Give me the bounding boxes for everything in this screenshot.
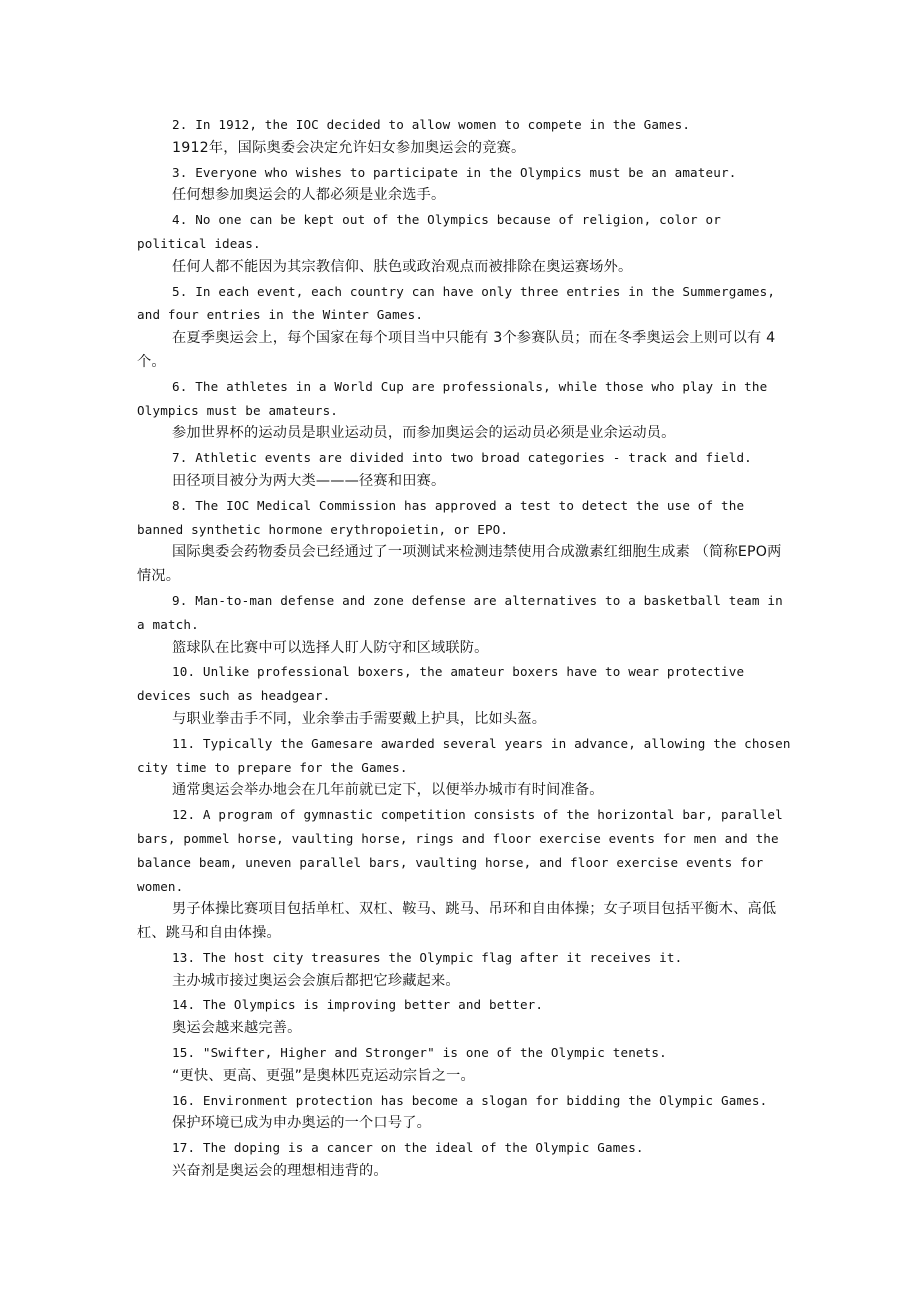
english-sentence-4: 4. No one can be kept out of the Olympics because of religion, color or political ideas. xyxy=(137,212,721,251)
english-sentence-8: 8. The IOC Medical Commission has approved a test to detect the use of the banned synthetic hormone erythropoietin, or EPO. xyxy=(137,497,745,537)
english-sentence-17: 17. The doping is a cancer on the ideal of the Olympic Games. xyxy=(172,1140,644,1156)
english-sentence-10: 10. Unlike professional boxers, the amateur boxers have to wear protective devices such as headgear. xyxy=(137,664,745,704)
chinese-translation-7: 田径项目被分为两大类———径赛和田赛。 xyxy=(172,472,446,489)
english-sentence-3: 3. Everyone who wishes to participate in the Olympics must be an amateur. xyxy=(172,164,737,180)
chinese-translation-17: 兴奋剂是奥运会的理想相违背的。 xyxy=(172,1163,388,1180)
english-sentence-6: 6. The athletes in a World Cup are professionals, while those who play in the Olympics must be amateurs. xyxy=(137,378,768,418)
english-sentence-9: 9. Man-to-man defense and zone defense are alternatives to a basketball team in a match. xyxy=(137,592,783,632)
chinese-translation-16: 保护环境已成为申办奥运的一个口号了。 xyxy=(172,1115,431,1132)
chinese-translation-15: “更快、更高、更强”是奥林匹克运动宗旨之一。 xyxy=(172,1067,475,1084)
chinese-translation-10: 与职业拳击手不同，业余拳击手需要戴上护具，比如头盔。 xyxy=(172,710,547,727)
chinese-translation-11: 通常奥运会举办地会在几年前就已定下，以便举办城市有时间准备。 xyxy=(172,782,604,799)
english-sentence-14: 14. The Olympics is improving better and better. xyxy=(172,997,544,1013)
english-sentence-12: 12. A program of gymnastic competition consists of the horizontal bar, parallel bars, pommel horse, vaulting horse, rings and floor exercise events for men and the balance beam, uneven parallel bars, vaulting horse, and floor exercise events for women. xyxy=(137,807,783,894)
chinese-translation-5: 在夏季奥运会上，每个国家在每个项目当中只能有 3个参赛队员；而在冬季奥运会上则可以有 4个。 xyxy=(137,330,776,370)
chinese-translation-13: 主办城市接过奥运会会旗后都把它珍藏起来。 xyxy=(172,972,460,989)
english-sentence-15: 15. "Swifter, Higher and Stronger" is one of the Olympic tenets. xyxy=(172,1045,667,1061)
chinese-translation-14: 奥运会越来越完善。 xyxy=(172,1020,302,1037)
english-sentence-13: 13. The host city treasures the Olympic flag after it receives it. xyxy=(172,949,683,965)
english-sentence-2: 2. In 1912, the IOC decided to allow women to compete in the Games. xyxy=(172,117,691,132)
chinese-translation-6: 参加世界杯的运动员是职业运动员，而参加奥运会的运动员必须是业余运动员。 xyxy=(172,425,676,442)
english-sentence-5: 5. In each event, each country can have only three entries in the Summergames, and four entries in the Winter Games. xyxy=(137,283,776,323)
english-sentence-7: 7. Athletic events are divided into two broad categories - track and field. xyxy=(172,450,752,466)
chinese-translation-2: 1912年，国际奥委会决定允许妇女参加奥运会的竞赛。 xyxy=(172,139,526,156)
chinese-translation-12: 男子体操比赛项目包括单杠、双杠、鞍马、跳马、吊环和自由体操；女子项目包括平衡木、高低杠、跳马和自由体操。 xyxy=(137,901,777,942)
chinese-translation-8: 国际奥委会药物委员会已经通过了一项测试来检测违禁使用合成激素红细胞生成素 （简称EPO两情况。 xyxy=(137,544,782,585)
english-sentence-16: 16. Environment protection has become a slogan for bidding the Olympic Games. xyxy=(172,1092,768,1108)
chinese-translation-9: 篮球队在比赛中可以选择人盯人防守和区域联防。 xyxy=(172,639,489,656)
chinese-translation-4: 任何人都不能因为其宗教信仰、肤色或政治观点而被排除在奥运赛场外。 xyxy=(172,258,633,275)
sentence-list xyxy=(137,113,792,1184)
chinese-translation-3: 任何想参加奥运会的人都必须是业余选手。 xyxy=(172,187,446,204)
english-sentence-11: 11. Typically the Gamesare awarded several years in advance, allowing the chosen city time to prepare for the Games. xyxy=(137,735,791,775)
